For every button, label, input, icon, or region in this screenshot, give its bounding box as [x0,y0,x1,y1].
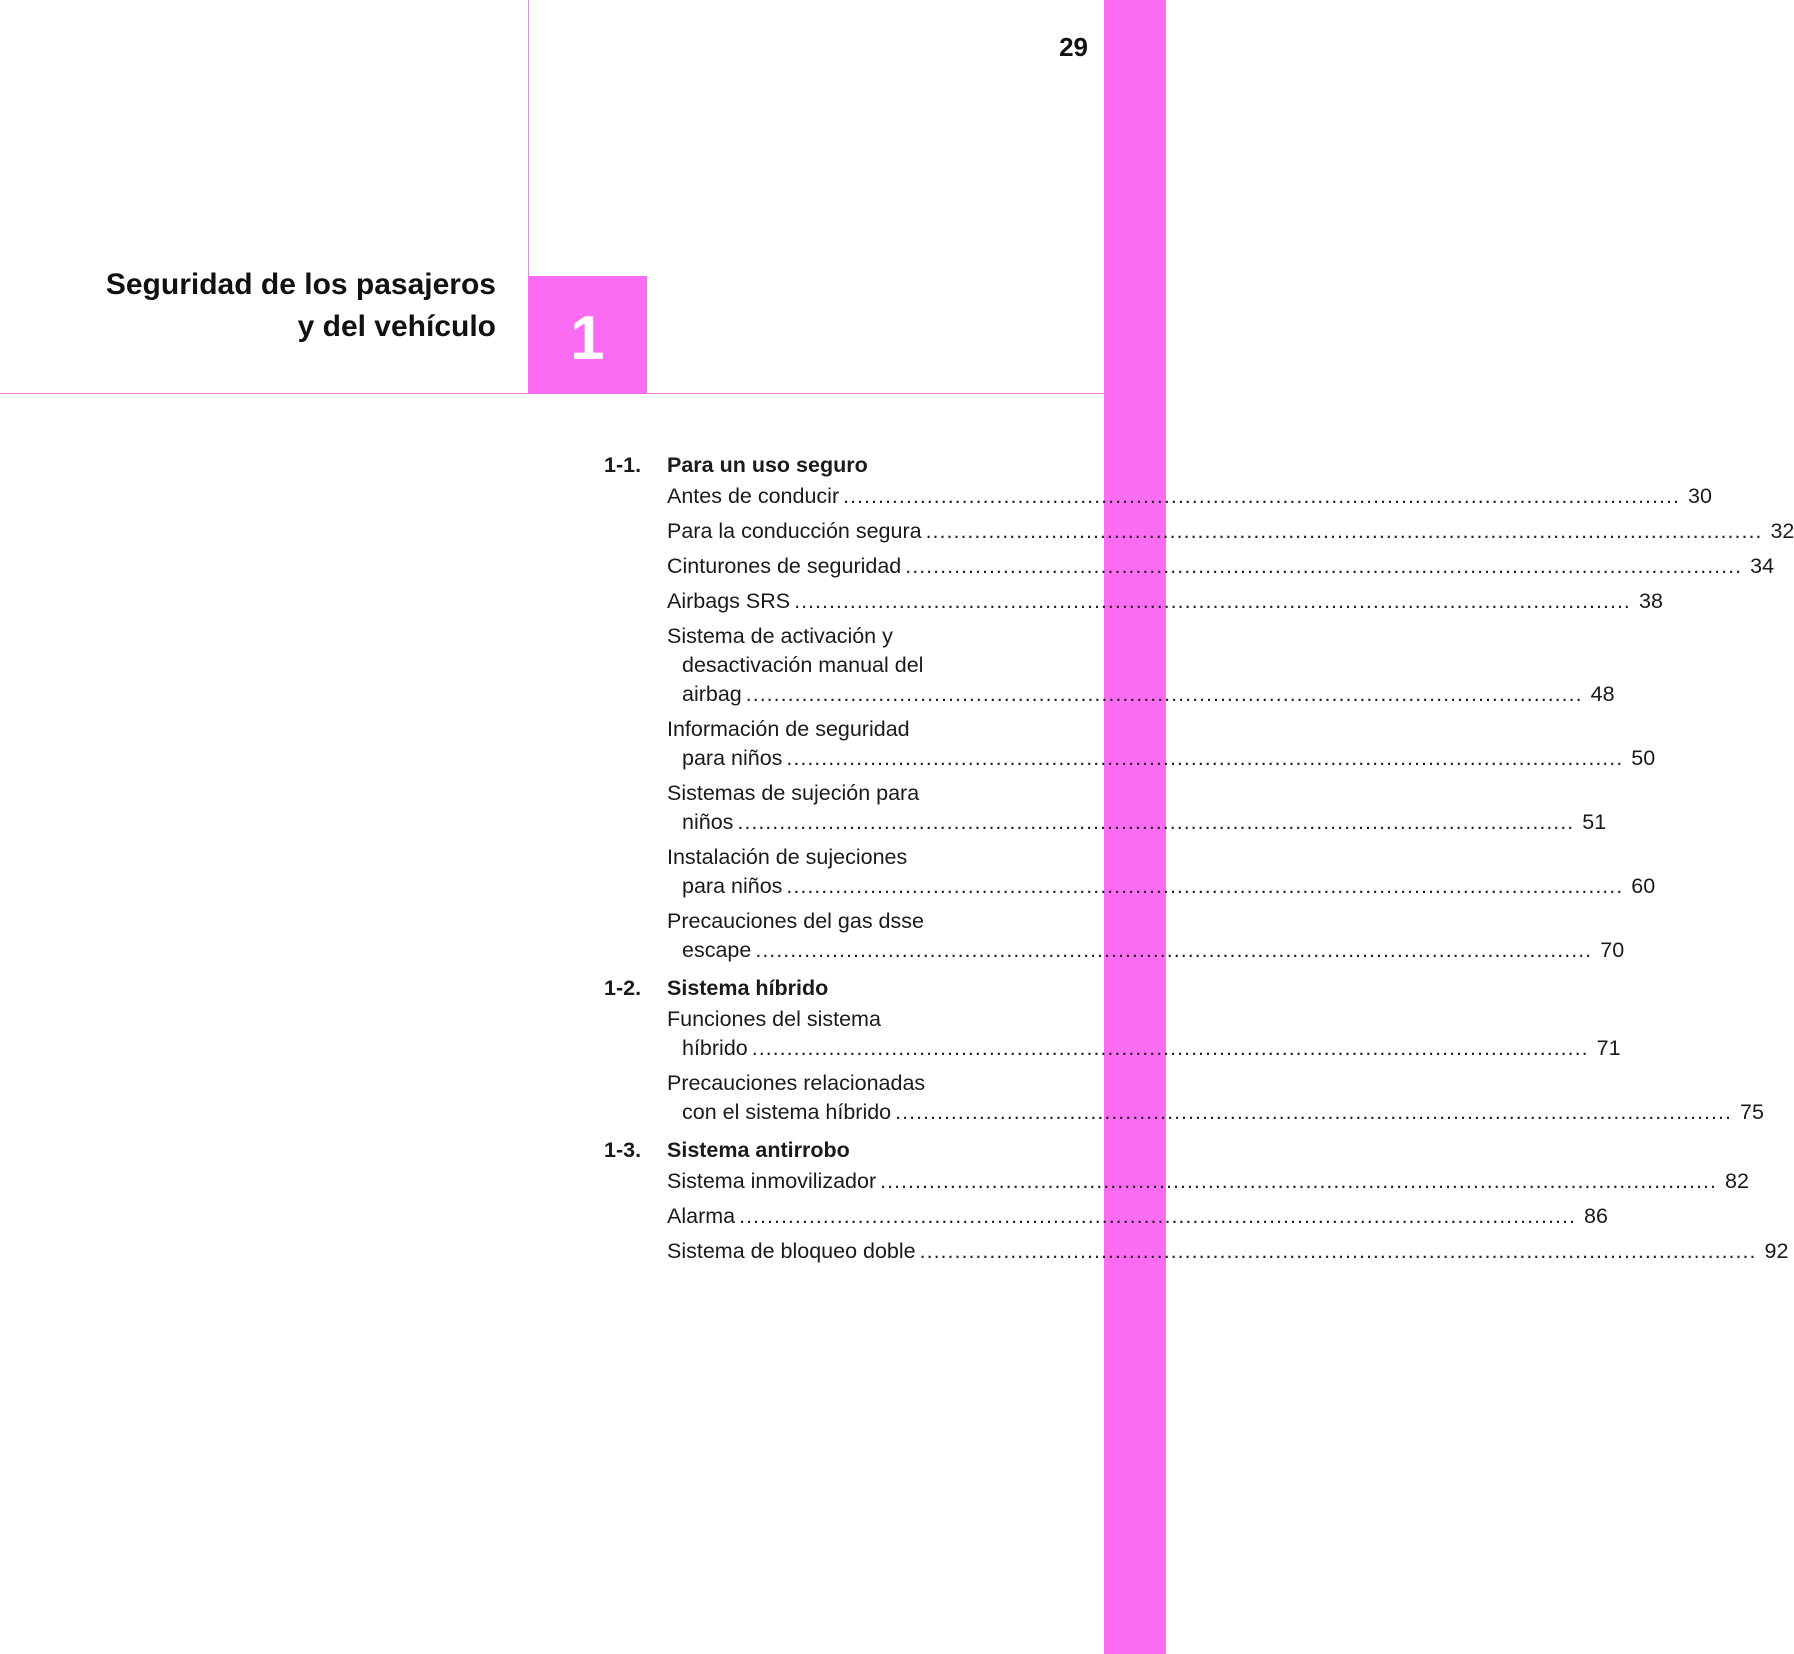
toc-entry[interactable] [667,1167,1749,1196]
toc-entry[interactable] [667,587,1663,616]
toc-leader-dots: ........................................................................................................................ [843,484,1680,508]
toc-entry[interactable] [667,482,1712,511]
toc-page-number: 86 [1584,1204,1608,1228]
toc-entry[interactable] [667,779,1607,837]
toc-entry-line [667,936,1625,965]
toc-leader-dots: ........................................................................................................................ [919,1239,1757,1263]
toc-leader-dots: ........................................................................................................................ [786,746,1624,770]
toc-entry-line [667,680,1615,709]
toc-leader-dots: ........................................................................................................................ [925,519,1763,543]
toc-section [604,448,1794,965]
toc-entry-line [667,587,1663,616]
toc-leader-dots: ........................................................................................................................ [755,938,1593,962]
toc-entry-text: Sistema de activación y [667,624,893,648]
toc-section-title: Sistema híbrido [667,976,829,1000]
toc-section-heading[interactable] [604,971,1028,1005]
toc-entry[interactable] [667,552,1775,581]
toc-entry-text: Instalación de sujeciones [667,845,908,869]
toc-entry-text: con el sistema híbrido [682,1100,892,1124]
toc-entry-text: desactivación manual del [682,653,924,677]
toc-page-number: 71 [1596,1036,1621,1060]
toc-entry-line [667,1034,1621,1063]
toc-leader-dots: ........................................................................................................................ [739,1204,1576,1228]
toc-entry-text: para niños [682,874,783,898]
toc-entry-list [667,1005,1764,1127]
toc-entry-text: Cinturones de seguridad [667,554,902,578]
toc-entry-text: Sistema inmovilizador [667,1169,877,1193]
toc-leader-dots: ........................................................................................................................ [895,1100,1732,1124]
toc-entry[interactable] [667,1237,1789,1266]
toc-page-number: 60 [1631,874,1656,898]
chapter-title-line: y del vehículo [297,310,496,343]
toc-page-number: 82 [1725,1169,1749,1193]
toc-entry-list [667,482,1794,965]
toc-entry-text: Para la conducción segura [667,519,922,543]
toc-entry-text: escape [682,938,752,962]
toc-section-heading[interactable] [604,1133,1028,1167]
toc-entry-text: Sistemas de sujeción para [667,781,920,805]
toc-entry-line [667,1237,1789,1266]
toc-entry[interactable] [667,622,1615,709]
toc-page-number: 30 [1688,484,1712,508]
toc-entry-line [667,744,1656,773]
table-of-contents [604,448,1794,1272]
toc-leader-dots: ........................................................................................................................ [880,1169,1717,1193]
toc-entry-line [667,517,1794,546]
toc-entry-text: híbrido [682,1036,748,1060]
page-number: 29 [1059,32,1088,62]
toc-entry-text: Precauciones del gas dsse [667,909,924,933]
toc-entry[interactable] [667,1202,1608,1231]
toc-section-number: 1-2. [604,976,642,1000]
toc-entry-text: Funciones del sistema [667,1007,881,1031]
toc-leader-dots: ........................................................................................................................ [737,810,1575,834]
toc-entry[interactable] [667,1069,1764,1127]
toc-entry[interactable] [667,517,1794,546]
toc-entry[interactable] [667,1005,1621,1063]
toc-entry-line [667,1167,1749,1196]
toc-entry-text: Antes de conducir [667,484,840,508]
toc-entry[interactable] [667,715,1656,773]
toc-leader-dots: ........................................................................................................................ [786,874,1624,898]
toc-page-number: 51 [1582,810,1607,834]
toc-entry-text: para niños [682,746,783,770]
toc-section-number: 1-1. [604,453,642,477]
toc-section [604,971,1764,1127]
toc-section-title: Para un uso seguro [667,453,868,477]
toc-entry[interactable] [667,907,1625,965]
toc-entry[interactable] [667,843,1656,901]
toc-entry-line [667,1098,1764,1127]
toc-page-number: 92 [1764,1239,1789,1263]
chapter-number-badge: 1 [528,276,647,394]
toc-page-number: 34 [1750,554,1775,578]
toc-entry-text: Información de seguridad [667,717,910,741]
toc-page-number: 70 [1600,938,1625,962]
toc-section [604,1133,1789,1266]
chapter-title [106,264,496,348]
toc-section-heading[interactable] [604,448,1028,482]
toc-entry-line [667,482,1712,511]
toc-page-number: 38 [1638,589,1663,613]
toc-entry-text: Alarma [667,1204,736,1228]
toc-entry-line [667,808,1607,837]
toc-entry-line [667,872,1656,901]
toc-section-number: 1-3. [604,1138,642,1162]
toc-entry-text: Precauciones relacionadas [667,1071,926,1095]
toc-entry-line [667,1202,1608,1231]
toc-leader-dots: ........................................................................................................................ [794,589,1631,613]
toc-leader-dots: ........................................................................................................................ [745,682,1583,706]
toc-section-title: Sistema antirrobo [667,1138,850,1162]
toc-page-number: 48 [1590,682,1615,706]
toc-entry-text: Sistema de bloqueo doble [667,1239,916,1263]
toc-entry-text: airbag [682,682,742,706]
toc-leader-dots: ........................................................................................................................ [905,554,1743,578]
toc-page-number: 32 [1770,519,1794,543]
toc-entry-text: Airbags SRS [667,589,791,613]
toc-entry-text: niños [682,810,734,834]
toc-entry-line [667,552,1775,581]
toc-entry-list [667,1167,1789,1266]
chapter-title-line: Seguridad de los pasajeros [105,268,496,301]
toc-page-number: 75 [1740,1100,1764,1124]
toc-leader-dots: ........................................................................................................................ [751,1036,1589,1060]
toc-page-number: 50 [1631,746,1656,770]
